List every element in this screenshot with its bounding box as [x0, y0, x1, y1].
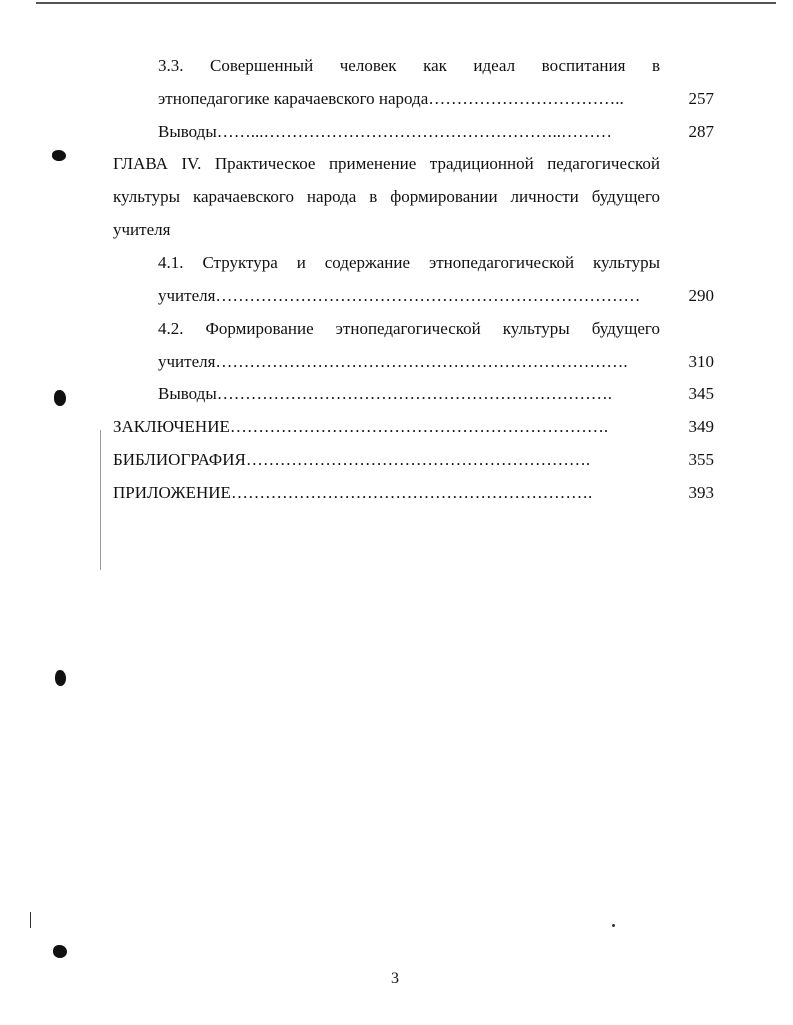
- toc-entry-3-3-line2: этнопедагогике карачаевского народа……………………………..: [158, 89, 624, 108]
- toc-entry-4-1-line2: учителя…………………………………………………………………: [158, 286, 641, 305]
- binder-hole-mark: [52, 150, 66, 161]
- toc-entry-appendix: ПРИЛОЖЕНИЕ……………………………………………………….: [113, 483, 593, 502]
- page-number: 3: [391, 970, 399, 987]
- toc-entry-conclusion-page: 349: [688, 417, 714, 436]
- toc-chapter-4-line1: ГЛАВА IV. Практическое применение традиционной педагогической: [113, 154, 660, 173]
- scan-speck: [100, 430, 101, 570]
- toc-entry-conclusions-4: Выводы…………………………………………………………….: [158, 384, 613, 403]
- binder-hole-mark: [55, 670, 66, 686]
- toc-entry-conclusions-3: Выводы……...……………………………………………..………: [158, 122, 613, 141]
- toc-entry-4-2-line2: учителя……………………………………………………………….: [158, 352, 628, 371]
- toc-entry-4-2-line1: 4.2. Формирование этнопедагогической культуры будущего: [158, 319, 660, 338]
- toc-entry-4-1-line1: 4.1. Структура и содержание этнопедагогической культуры: [158, 253, 660, 272]
- binder-hole-mark: [53, 945, 67, 958]
- toc-entry-conclusion: ЗАКЛЮЧЕНИЕ………………………………………………………….: [113, 417, 609, 436]
- toc-entry-3-3-page: 257: [688, 89, 714, 108]
- toc-chapter-4-line2: культуры карачаевского народа в формировании личности будущего: [113, 187, 660, 206]
- toc-entry-3-3-line1: 3.3. Совершенный человек как идеал воспитания в: [158, 56, 660, 75]
- scan-speck: [612, 924, 615, 927]
- toc-entry-conclusions-3-page: 287: [688, 122, 714, 141]
- toc-entry-4-2-page: 310: [688, 352, 714, 371]
- binder-hole-mark: [54, 390, 66, 406]
- toc-entry-4-1-page: 290: [688, 286, 714, 305]
- toc-chapter-4-line3: учителя: [113, 220, 171, 239]
- toc-entry-appendix-page: 393: [688, 483, 714, 502]
- scan-speck: [30, 912, 31, 928]
- toc-entry-bibliography: БИБЛИОГРАФИЯ…………………………………………………….: [113, 450, 591, 469]
- toc-entry-bibliography-page: 355: [688, 450, 714, 469]
- scan-top-edge: [36, 2, 776, 4]
- toc-entry-conclusions-4-page: 345: [688, 384, 714, 403]
